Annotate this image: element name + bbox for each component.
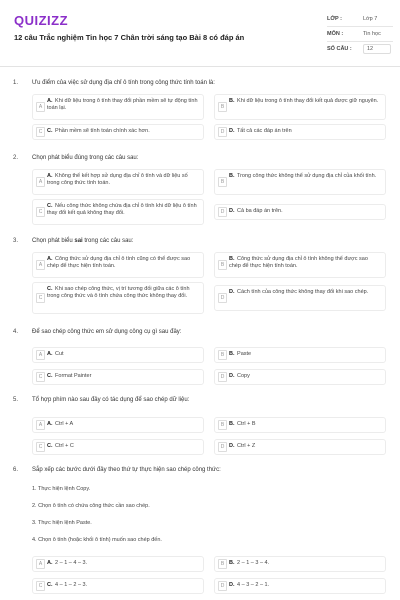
option-text: B. Công thức sử dụng địa chỉ ô tính không thể được sao chép để thực hiện tính toán. <box>229 256 368 269</box>
option-d[interactable] <box>214 369 386 385</box>
option-letter: B <box>218 350 227 360</box>
option-letter: B <box>218 102 227 112</box>
option-text: D. 4 – 3 – 2 – 1. <box>229 582 270 588</box>
question-text: Để sao chép công thức em sử dụng công cụ gì sau đây: <box>32 329 182 335</box>
option-letter: D <box>218 207 227 217</box>
question-number: 5. <box>13 397 19 403</box>
option-c[interactable] <box>32 439 204 455</box>
option-letter: C <box>36 293 45 303</box>
option-text: C. 4 – 1 – 2 – 3. <box>47 582 88 588</box>
option-letter: C <box>36 442 45 452</box>
step-item: 1. Thực hiện lệnh Copy. <box>32 486 91 492</box>
option-text: A. Không thể kết hợp sử dụng địa chỉ ô tính và dữ liệu số trong công thức tính toán. <box>47 173 188 186</box>
option-text: A. Công thức sử dụng địa chỉ ô tính cũng có thể được sao chép để thực hiện tính toán. <box>47 256 191 269</box>
option-text: C. Nếu công thức không chứa địa chỉ ô tính khi dữ liệu ô tính thay đổi kết quả không thay đổi. <box>47 203 197 216</box>
option-a[interactable] <box>32 94 204 120</box>
class-value: Lớp 7 <box>363 16 378 22</box>
option-text: D. Tất cả các đáp án trên <box>229 128 292 134</box>
question-number: 3. <box>13 238 19 244</box>
question-text: Ưu điểm của việc sử dụng địa chỉ ô tính trong công thức tính toán là: <box>32 80 215 86</box>
option-letter: B <box>218 260 227 270</box>
option-text: C. Ctrl + C <box>47 443 74 449</box>
option-text: C. Format Painter <box>47 373 92 379</box>
option-letter: A <box>36 177 45 187</box>
option-text: A. Ctrl + A <box>47 421 74 427</box>
option-d[interactable] <box>214 124 386 140</box>
option-c[interactable] <box>32 124 204 140</box>
option-letter: D <box>218 442 227 452</box>
option-letter: A <box>36 260 45 270</box>
option-letter: C <box>36 127 45 137</box>
question-text: Sắp xếp các bước dưới đây theo thứ tự thực hiện sao chép công thức: <box>32 467 221 473</box>
class-label: LỚP : <box>327 16 342 22</box>
option-d[interactable] <box>214 285 386 311</box>
option-a[interactable] <box>32 556 204 572</box>
option-text: A. Cut <box>47 351 64 357</box>
option-c[interactable] <box>32 578 204 594</box>
quizizz-logo: QUIZIZZ <box>14 13 69 28</box>
option-text: B. Trong công thức không thể sử dụng địa chỉ của khối tính. <box>229 173 377 179</box>
option-letter: A <box>36 350 45 360</box>
step-item: 2. Chọn ô tính có chứa công thức cần sao chép. <box>32 503 150 509</box>
option-text: C. Phần mềm sẽ tính toán chính xác hơn. <box>47 128 150 134</box>
option-letter: A <box>36 420 45 430</box>
option-letter: B <box>218 420 227 430</box>
option-text: C. Khi sao chép công thức, vị trí tương đối giữa các ô tính trong công thức và ô tính chứa công thức không thay đổi. <box>47 286 190 299</box>
option-text: B. Ctrl + B <box>229 421 256 427</box>
subject-value: Tin học <box>363 31 381 37</box>
question-number: 2. <box>13 155 19 161</box>
option-text: D. Copy <box>229 373 250 379</box>
option-letter: A <box>36 559 45 569</box>
option-text: A. Khi dữ liệu trong ô tính thay đổi phần mềm sẽ tự động tính toán lại. <box>47 98 198 111</box>
subject-label: MÔN : <box>327 31 344 37</box>
option-letter: C <box>36 372 45 382</box>
option-letter: A <box>36 102 45 112</box>
question-text: Tổ hợp phím nào sau đây có tác dụng để sao chép dữ liệu: <box>32 397 190 403</box>
option-text: A. 2 – 1 – 4 – 3. <box>47 560 88 566</box>
option-a[interactable] <box>32 252 204 278</box>
option-b[interactable] <box>214 556 386 572</box>
option-b[interactable] <box>214 347 386 363</box>
option-c[interactable] <box>32 282 204 314</box>
option-a[interactable] <box>32 169 204 195</box>
option-b[interactable] <box>214 417 386 433</box>
question-count-value: 12 <box>363 44 391 54</box>
option-a[interactable] <box>32 347 204 363</box>
option-letter: C <box>36 581 45 591</box>
question-text: Chọn phát biểu sai trong các câu sau: <box>32 238 134 244</box>
option-a[interactable] <box>32 417 204 433</box>
option-text: D. Cả ba đáp án trên. <box>229 208 283 214</box>
option-d[interactable] <box>214 439 386 455</box>
question-text: Chọn phát biểu đúng trong các câu sau: <box>32 155 139 161</box>
option-letter: D <box>218 127 227 137</box>
question-number: 6. <box>13 467 19 473</box>
option-c[interactable] <box>32 369 204 385</box>
option-b[interactable] <box>214 94 386 120</box>
option-b[interactable] <box>214 252 386 278</box>
option-letter: B <box>218 559 227 569</box>
option-b[interactable] <box>214 169 386 195</box>
worksheet-title: 12 câu Trắc nghiệm Tin học 7 Chân trời sáng tạo Bài 8 có đáp án <box>14 33 245 42</box>
option-text: D. Cách tính của công thức không thay đổi khi sao chép. <box>229 289 369 295</box>
question-number: 1. <box>13 80 19 86</box>
worksheet-header <box>0 0 400 67</box>
option-text: D. Ctrl + Z <box>229 443 256 449</box>
option-d[interactable] <box>214 204 386 220</box>
option-c[interactable] <box>32 199 204 225</box>
option-letter: D <box>218 372 227 382</box>
meta-divider <box>327 26 393 27</box>
meta-divider <box>327 41 393 42</box>
option-letter: C <box>36 207 45 217</box>
option-d[interactable] <box>214 578 386 594</box>
option-letter: D <box>218 293 227 303</box>
question-count-label: SỐ CÂU : <box>327 46 352 52</box>
option-letter: D <box>218 581 227 591</box>
option-text: B. Paste <box>229 351 252 357</box>
option-letter: B <box>218 177 227 187</box>
step-item: 4. Chọn ô tính (hoặc khối ô tính) muốn sao chép đến. <box>32 537 162 543</box>
option-text: B. Khi dữ liệu trong ô tính thay đổi kết quả được giữ nguyên. <box>229 98 379 104</box>
question-number: 4. <box>13 329 19 335</box>
step-item: 3. Thực hiện lệnh Paste. <box>32 520 92 526</box>
option-text: B. 2 – 1 – 3 – 4. <box>229 560 270 566</box>
